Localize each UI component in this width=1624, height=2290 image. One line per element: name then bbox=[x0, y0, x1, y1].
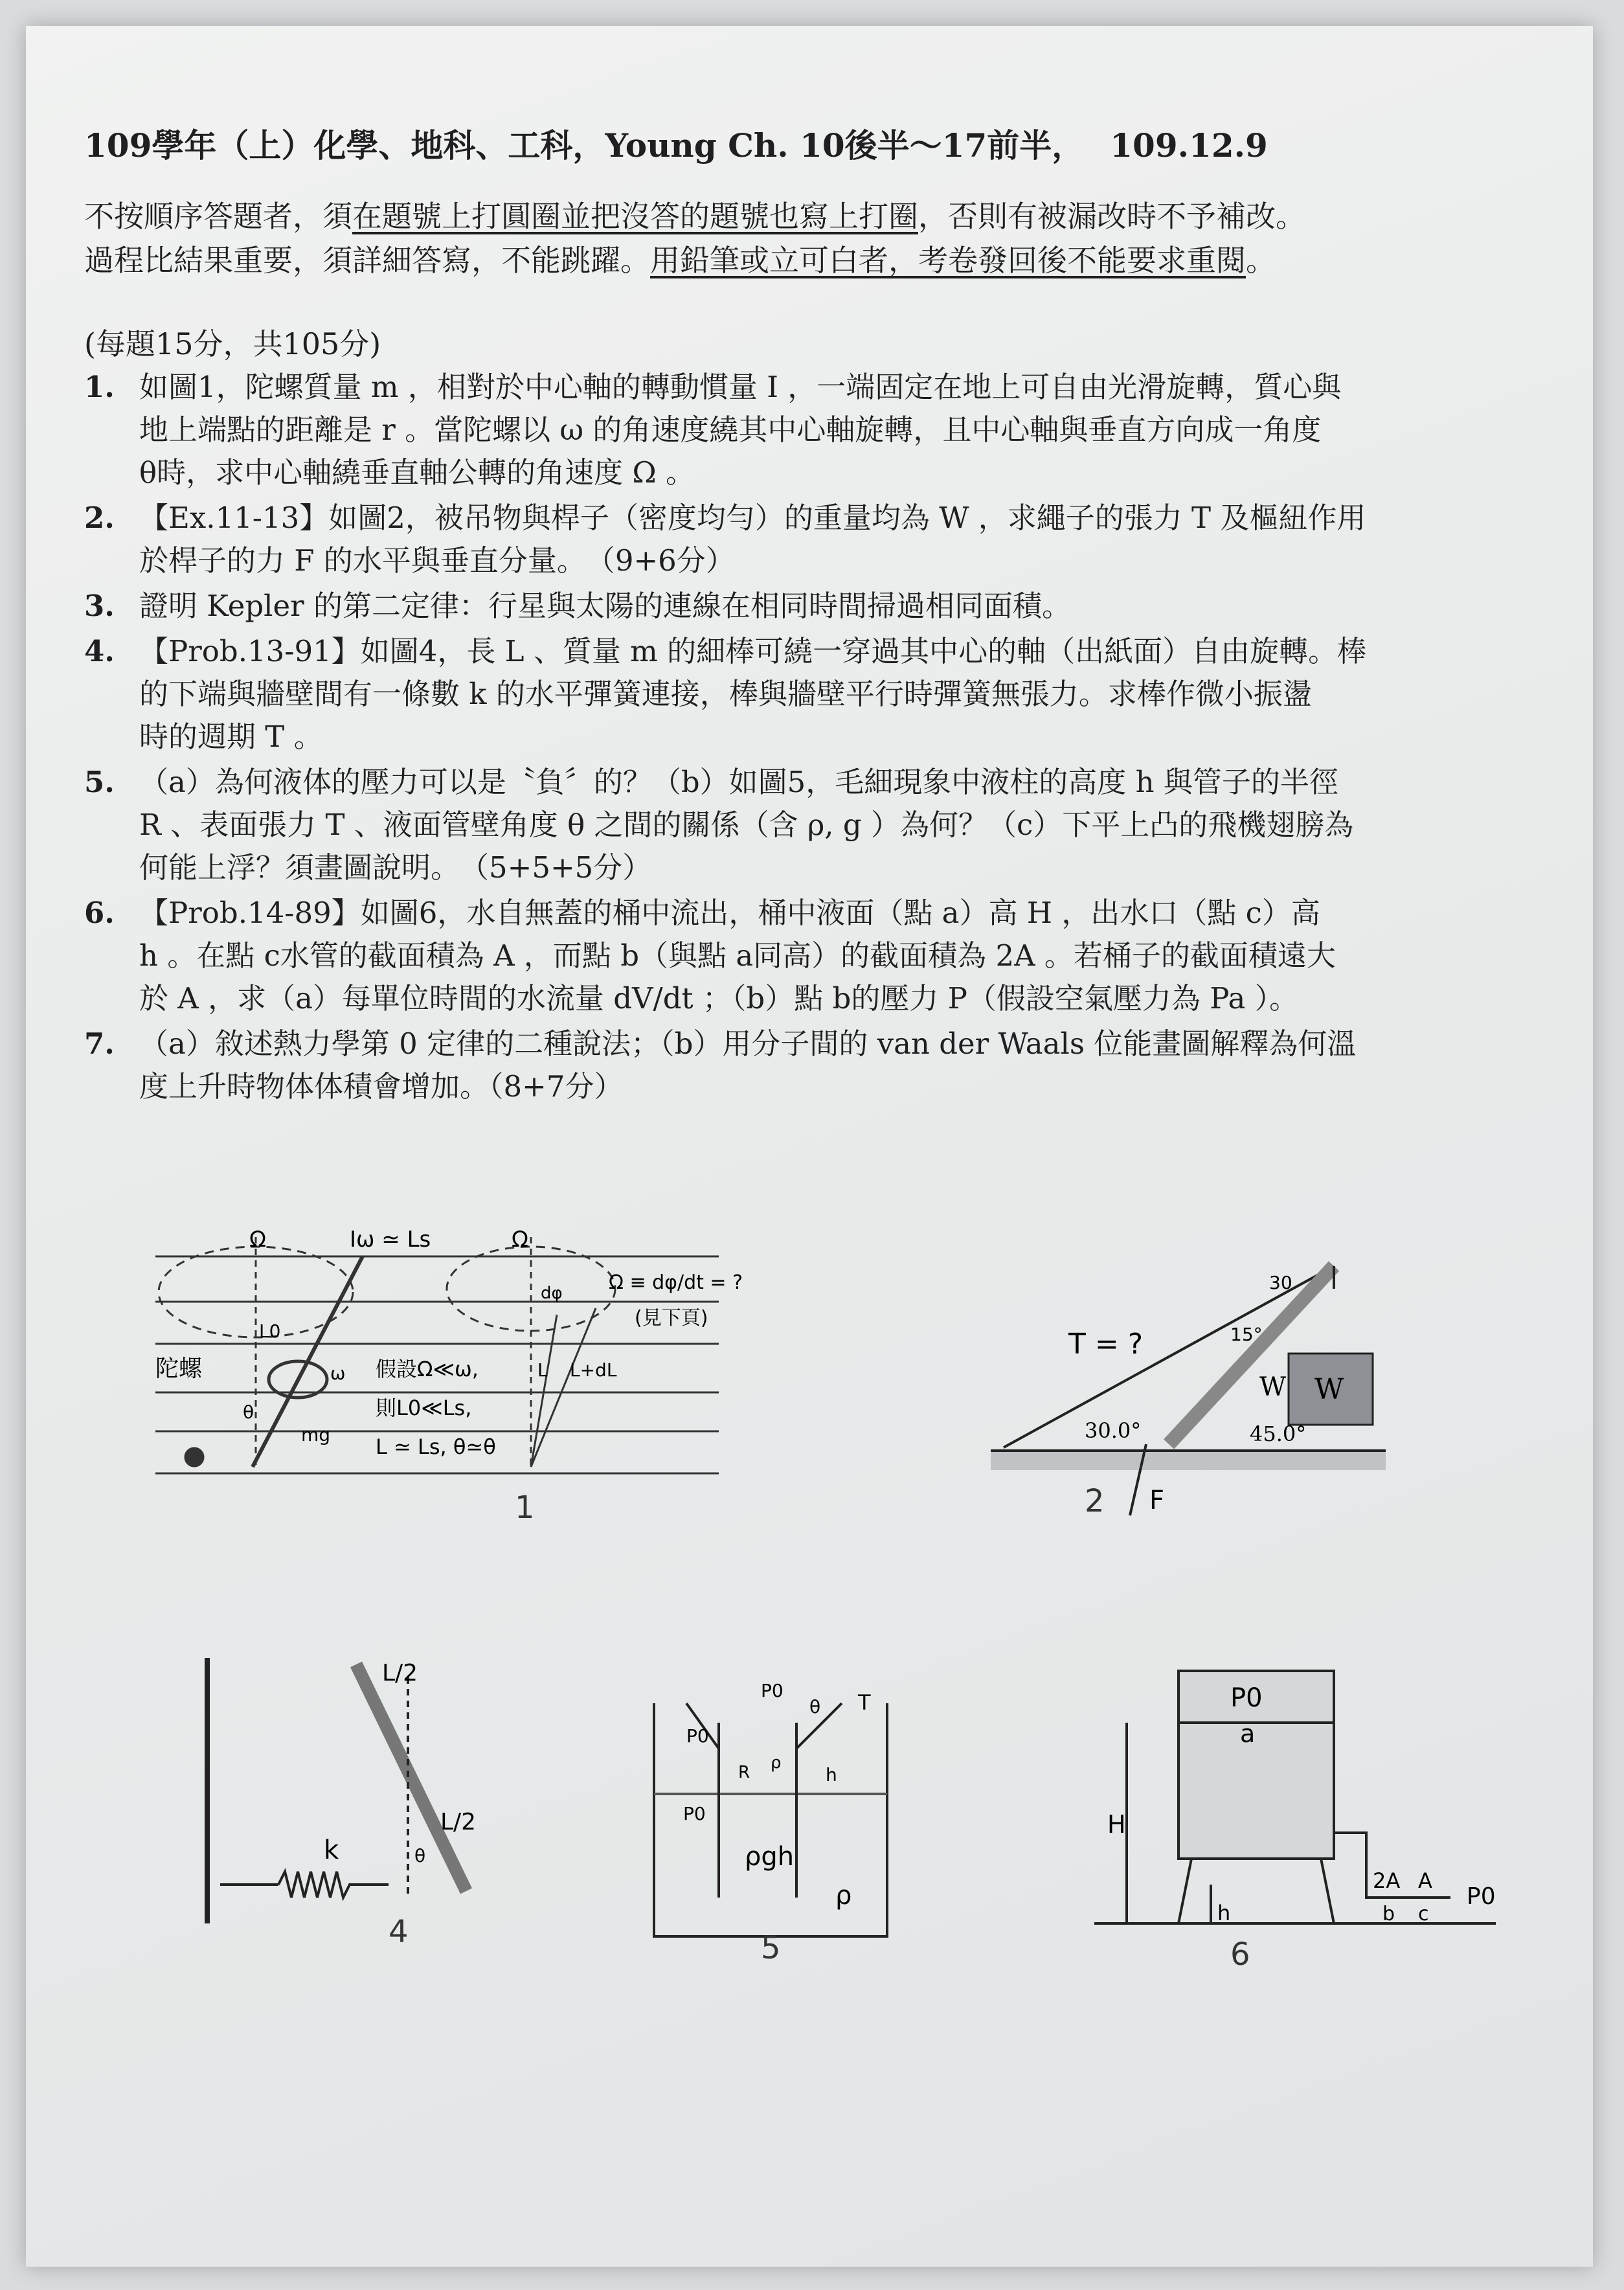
question-6 bbox=[84, 892, 1528, 1020]
fig4-theta: θ bbox=[414, 1845, 426, 1866]
fig6-point-c: c bbox=[1418, 1903, 1429, 1925]
figure-5-label: 5 bbox=[761, 1930, 781, 1966]
fig1-L-plus-dL: L+dL bbox=[570, 1359, 617, 1381]
exam-title bbox=[84, 120, 1268, 166]
question-line: 的下端與牆壁間有一條數 k 的水平彈簧連接，棒與牆壁平行時彈簧無張力。求棒作微小振盪 bbox=[139, 677, 1312, 711]
figure-6-drawing bbox=[1094, 1632, 1515, 1969]
fig1-L0: L0 bbox=[259, 1321, 281, 1342]
fig1-L: L bbox=[537, 1359, 548, 1381]
scoring-note: (每題15分，共105分) bbox=[84, 326, 381, 361]
question-line: h 。在點 c水管的截面積為 A ，而點 b（與點 a同高）的截面積為 2A 。若桶子的截面積遠大 bbox=[139, 938, 1336, 973]
fig6-point-b: b bbox=[1382, 1903, 1395, 1925]
fig2-block-weight: W bbox=[1314, 1373, 1344, 1406]
fig1-see-next-page: (見下頁) bbox=[635, 1307, 708, 1330]
question-line: 如圖1，陀螺質量 m ，相對於中心軸的轉動慣量 I ，一端固定在地上可自由光滑旋轉，質心與 bbox=[139, 370, 1342, 404]
fig1-assumption-2: 則L0≪Ls, bbox=[376, 1396, 472, 1420]
figure-1-drawing bbox=[155, 1218, 743, 1496]
fig6-height-H: H bbox=[1107, 1810, 1126, 1839]
fig2-hinge-force: F bbox=[1149, 1486, 1165, 1515]
fig1-omega-small: ω bbox=[330, 1363, 346, 1384]
fig1-mg: mg bbox=[301, 1424, 331, 1445]
figure-1-gyroscope bbox=[155, 1218, 743, 1526]
fig1-dphi: dφ bbox=[541, 1284, 563, 1303]
instruction-1a: 不按順序答題者，須 bbox=[84, 199, 352, 234]
figure-2-strut bbox=[991, 1250, 1392, 1522]
fig2-angle-45: 45.0° bbox=[1250, 1422, 1307, 1446]
figure-6-label: 6 bbox=[1230, 1936, 1250, 1973]
fig5-P0-left-lower: P0 bbox=[683, 1803, 706, 1824]
exam-date: 109.12.9 bbox=[1110, 126, 1268, 164]
instruction-2b: 。 bbox=[1246, 243, 1276, 278]
question-line: R 、表面張力 T 、液面管壁角度 θ 之間的關係（含 ρ, g ）為何？（c）下平上凸的飛機翅膀為 bbox=[139, 808, 1354, 842]
question-line: （a）敘述熱力學第 0 定律的二種說法；（b）用分子間的 van der Waals 位能畫圖解釋為何溫 bbox=[139, 1026, 1357, 1061]
question-line: 於桿子的力 F 的水平與垂直分量。 （9+6分） bbox=[139, 543, 735, 578]
question-1 bbox=[84, 366, 1528, 494]
instruction-line-1 bbox=[84, 194, 1509, 238]
instruction-2-underlined: 用鉛筆或立可白者，考卷發回後不能要求重閱 bbox=[650, 243, 1246, 278]
fig5-radius: R bbox=[738, 1763, 750, 1782]
question-number: 7. bbox=[84, 1026, 115, 1061]
instruction-1-underlined: 在題號上打圓圈並把沒答的題號也寫上打圈 bbox=[352, 199, 918, 234]
figure-1-label: 1 bbox=[515, 1490, 535, 1526]
figure-6-tank bbox=[1094, 1632, 1515, 1973]
question-number: 6. bbox=[84, 896, 115, 930]
question-number: 3. bbox=[84, 589, 115, 623]
question-3 bbox=[84, 585, 1528, 628]
fig2-angle-30-handwritten: 30 bbox=[1269, 1272, 1292, 1293]
question-line: （a）為何液体的壓力可以是〝負〞的？（b）如圖5，毛細現象中液柱的高度 h 與管子的半徑 bbox=[139, 765, 1338, 799]
question-line: 何能上浮？須畫圖說明。 （5+5+5分） bbox=[139, 850, 652, 885]
figure-4-rod-spring bbox=[194, 1619, 518, 1956]
question-number: 2. bbox=[84, 501, 115, 535]
fig1-assumption-1: 假設Ω≪ω, bbox=[376, 1357, 479, 1381]
fig2-angle-15: 15° bbox=[1230, 1324, 1263, 1345]
question-number: 1. bbox=[84, 370, 115, 404]
question-line: 【Prob.14-89】如圖6，水自無蓋的桶中流出，桶中液面（點 a）高 H ，出水口（點 c）高 bbox=[139, 896, 1320, 930]
question-line: 度上升時物体体積會增加。（8+7分） bbox=[139, 1069, 624, 1104]
question-4 bbox=[84, 630, 1528, 758]
instruction-1b: ，否則有被漏改時不予補改。 bbox=[918, 199, 1305, 234]
fig6-area-2A: 2A bbox=[1373, 1868, 1401, 1893]
figure-5-drawing bbox=[648, 1632, 907, 1969]
figure-4-drawing bbox=[194, 1619, 518, 1956]
instructions bbox=[84, 194, 1509, 282]
fig6-point-a: a bbox=[1240, 1719, 1256, 1748]
fig5-P0-top: P0 bbox=[761, 1680, 784, 1701]
fig6-P0-outlet: P0 bbox=[1467, 1883, 1496, 1910]
instruction-2a: 過程比結果重要，須詳細答寫，不能跳躍。 bbox=[84, 243, 650, 278]
fig5-height: h bbox=[826, 1764, 837, 1786]
question-list bbox=[84, 366, 1528, 1111]
figure-4-label: 4 bbox=[389, 1914, 409, 1950]
question-line: 於 A ，求（a）每單位時間的水流量 dV/dt ；（b）點 b的壓力 P（假設空氣壓力為 Pa ）。 bbox=[139, 981, 1299, 1015]
question-7 bbox=[84, 1023, 1528, 1108]
question-number: 4. bbox=[84, 634, 115, 668]
fig6-height-h: h bbox=[1217, 1901, 1231, 1925]
fig4-half-length-lower: L/2 bbox=[440, 1809, 477, 1835]
fig5-tension: T bbox=[858, 1690, 871, 1715]
question-line: 證明 Kepler 的第二定律：行星與太陽的連線在相同時間掃過相同面積。 bbox=[139, 589, 1071, 623]
title-text: 109學年（上）化學、地科、工科，Young Ch. 10後半～17前半， bbox=[84, 126, 1085, 164]
question-line: θ時，求中心軸繞垂直軸公轉的角速度 Ω 。 bbox=[139, 455, 695, 490]
fig2-angle-30: 30.0° bbox=[1085, 1418, 1142, 1443]
fig1-gyroscope-label: 陀螺 bbox=[155, 1355, 203, 1382]
fig1-omega-definition: Ω ≡ dφ/dt = ? bbox=[609, 1271, 743, 1294]
fig4-half-length-upper: L/2 bbox=[382, 1660, 418, 1686]
figure-2-drawing bbox=[991, 1250, 1392, 1522]
fig1-omega-1: Ω bbox=[249, 1227, 266, 1253]
question-2 bbox=[84, 497, 1528, 582]
fig1-assumption-3: L ≃ Ls, θ≃θ bbox=[376, 1434, 496, 1459]
fig1-angular-momentum: Iω ≃ Ls bbox=[350, 1227, 431, 1253]
fig1-theta: θ bbox=[243, 1401, 254, 1423]
fig5-rho-g-h: ρgh bbox=[745, 1842, 795, 1872]
question-5 bbox=[84, 761, 1528, 889]
question-number: 5. bbox=[84, 765, 115, 799]
fig5-P0-left-upper: P0 bbox=[686, 1725, 709, 1747]
fig4-spring-constant: k bbox=[324, 1835, 339, 1865]
fig6-P0-tank: P0 bbox=[1230, 1683, 1263, 1713]
figure-2-label: 2 bbox=[1085, 1483, 1105, 1519]
fig5-rho-lower: ρ bbox=[835, 1881, 852, 1910]
fig1-omega-2: Ω bbox=[512, 1227, 528, 1253]
fig5-theta: θ bbox=[809, 1696, 821, 1718]
figure-5-capillary bbox=[648, 1632, 907, 1969]
fig5-rho-upper: ρ bbox=[771, 1753, 782, 1773]
instruction-line-2 bbox=[84, 238, 1509, 282]
fig6-area-A: A bbox=[1418, 1868, 1432, 1893]
fig2-rod-weight: W bbox=[1259, 1372, 1287, 1402]
fig2-tension: T = ? bbox=[1068, 1328, 1144, 1361]
question-line: 【Ex.11-13】如圖2，被吊物與桿子（密度均勻）的重量均為 W ，求繩子的張力 T 及樞紐作用 bbox=[139, 501, 1366, 535]
question-line: 地上端點的距離是 r 。當陀螺以 ω 的角速度繞其中心軸旋轉，且中心軸與垂直方向成一角度 bbox=[139, 413, 1322, 447]
question-line: 【Prob.13-91】如圖4，長 L 、質量 m 的細棒可繞一穿過其中心的軸（出紙面）自由旋轉。棒 bbox=[139, 634, 1367, 668]
question-line: 時的週期 T 。 bbox=[139, 720, 323, 754]
